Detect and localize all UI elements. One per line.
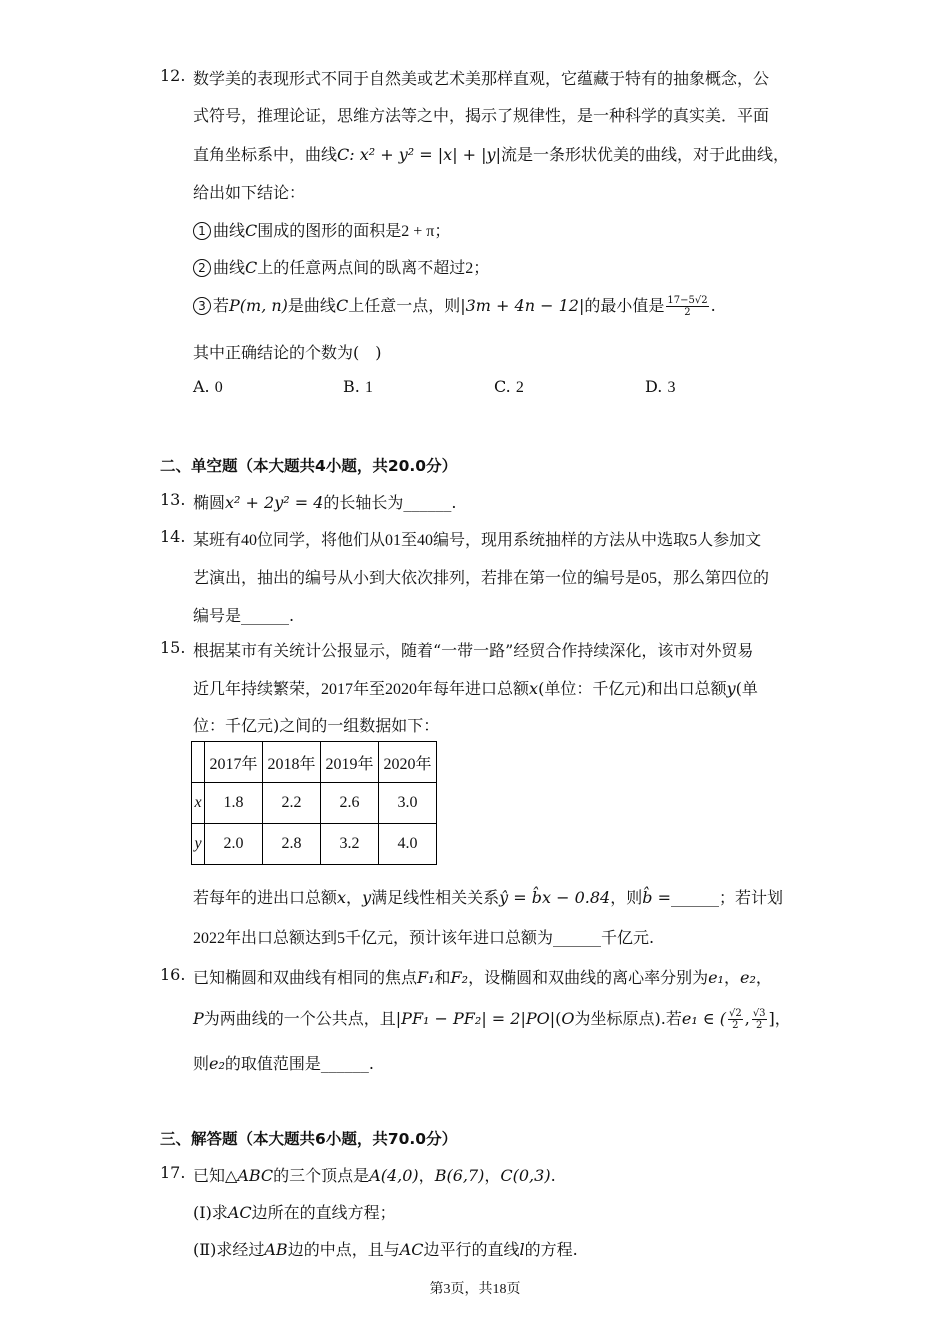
fraction: $\frac{√2}{2}$: [728, 1008, 742, 1031]
q13-text: 椭圆x² + 2y² = 4的长轴长为______.: [193, 493, 457, 512]
section-heading-solutions: 三、解答题（本大题共6小题，共70.0分）: [160, 1130, 458, 1148]
q15-line4: 若每年的进出口总额x，y满足线性相关关系ŷ = b̂x − 0.84，则b̂ =______；若计划: [193, 888, 783, 907]
option-b[interactable]: B. 1: [343, 377, 373, 396]
table-cell: 4.0: [379, 824, 437, 865]
table-header-cell: 2018年: [263, 742, 321, 783]
q12-conclusion-3: 3 若P(m, n)是曲线C上任意一点，则|3m + 4n − 12|的最小值是 $\frac{17-5√2}{2}$ .: [193, 293, 716, 318]
table-cell: 3.2: [321, 824, 379, 865]
q15-number: 15.: [160, 638, 186, 657]
table-row: [192, 824, 437, 865]
q15-line2: 近几年持续繁荣，2017年至2020年每年进口总额x(单位：千亿元)和出口总额y(单: [193, 679, 758, 698]
q12-conclusion-2: 2 曲线C上的任意两点间的臥离不超过2；: [193, 255, 489, 278]
q17-part1: (Ⅰ)求AC边所在的直线方程；: [193, 1203, 396, 1222]
q16-line2: P为两曲线的一个公共点，且|PF₁ − PF₂| = 2|PO|(O为坐标原点).若e₁ ∈ ( $\frac{√2}{2}$ , $\frac{√3}{2}$ ]，: [193, 1008, 791, 1031]
fraction: $\frac{17-5√2}{2}$: [667, 295, 708, 318]
table-cell: y: [192, 824, 205, 865]
table-header-cell: 2017年: [205, 742, 263, 783]
option-d[interactable]: D. 3: [645, 377, 676, 396]
table-cell: 2.0: [205, 824, 263, 865]
circled-number-2: 2: [193, 259, 211, 277]
option-c[interactable]: C. 2: [494, 377, 524, 396]
q12-line1: 数学美的表现形式不同于自然美或艺术美那样直观，它蕴藏于特有的抽象概念，公: [193, 69, 770, 88]
q12-line4: 给出如下结论：: [193, 183, 306, 202]
table-row: [192, 783, 437, 824]
fraction: $\frac{√3}{2}$: [752, 1008, 766, 1031]
data-table: [191, 741, 437, 865]
q12-number: 12.: [160, 66, 186, 85]
q14-line3: 编号是______.: [193, 606, 295, 625]
table-cell: 3.0: [379, 783, 437, 824]
table-cell: x: [192, 783, 205, 824]
option-a[interactable]: A. 0: [193, 377, 223, 396]
q17-part2: (Ⅱ)求经过AB边的中点，且与AC边平行的直线l的方程.: [193, 1240, 578, 1259]
curve-equation: C: x² + y² = |x| + |y|: [337, 145, 501, 164]
table-cell: 2.6: [321, 783, 379, 824]
q15-line3: 位：千亿元)之间的一组数据如下：: [193, 716, 440, 735]
q14-line2: 艺演出，抽出的编号从小到大依次排列，若排在第一位的编号是05，那么第四位的: [193, 568, 770, 587]
q17-line1: 已知△ABC的三个顶点是A(4,0)，B(6,7)，C(0,3).: [193, 1166, 556, 1185]
q13-number: 13.: [160, 490, 186, 509]
q14-number: 14.: [160, 527, 186, 546]
q12-line3: 直角坐标系中，曲线C: x² + y² = |x| + |y|流是一条形状优美的曲线，对于此曲线，: [193, 145, 789, 164]
table-cell: [192, 742, 205, 783]
table-cell: 1.8: [205, 783, 263, 824]
q14-line1: 某班有40位同学，将他们从01至40编号，现用系统抽样的方法从中选取5人参加文: [193, 530, 762, 549]
q16-line3: 则e₂的取值范围是______.: [193, 1054, 374, 1073]
table-header-cell: 2020年: [379, 742, 437, 783]
q17-number: 17.: [160, 1163, 186, 1182]
q12-line2: 式符号，推理论证，思维方法等之中，揭示了规律性，是一种科学的真实美．平面: [193, 106, 770, 125]
q15-line5: 2022年出口总额达到5千亿元，预计该年进口总额为______千亿元.: [193, 928, 655, 947]
circled-number-3: 3: [193, 297, 211, 315]
circled-number-1: 1: [193, 222, 211, 240]
table-header-cell: 2019年: [321, 742, 379, 783]
table-row: [192, 742, 437, 783]
page-footer: 第3页，共18页: [429, 1282, 521, 1297]
q16-line1: 已知椭圆和双曲线有相同的焦点F₁和F₂，设椭圆和双曲线的离心率分别为e₁，e₂，: [193, 968, 772, 987]
table-cell: 2.2: [263, 783, 321, 824]
q12-conclusion-1: 1 曲线C围成的图形的面积是2 + π；: [193, 218, 450, 241]
q16-number: 16.: [160, 965, 186, 984]
q15-line1: 根据某市有关统计公报显示，随着“一带一路”经贸合作持续深化，该市对外贸易: [193, 641, 754, 660]
section-heading-fill-in: 二、单空题（本大题共4小题，共20.0分）: [160, 457, 458, 475]
table-cell: 2.8: [263, 824, 321, 865]
q12-question: 其中正确结论的个数为( ): [193, 343, 382, 362]
